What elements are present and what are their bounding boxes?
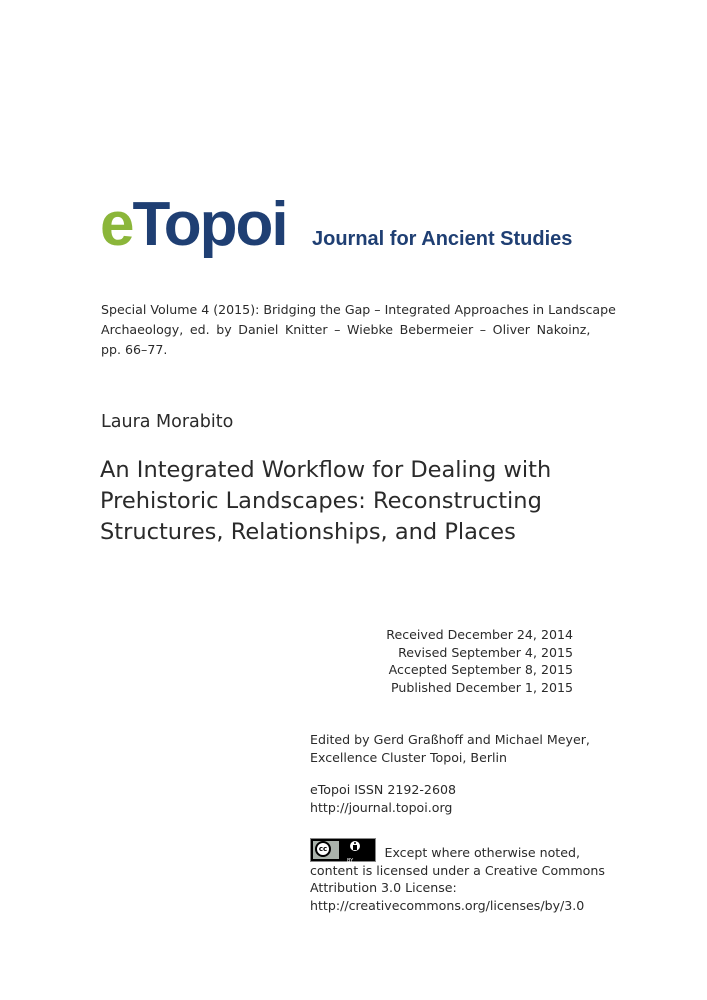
special-volume-info — [101, 300, 616, 360]
title-line: Prehistoric Landscapes: Reconstructing — [100, 488, 542, 514]
etopoi-logo — [100, 190, 287, 260]
license-line: Attribution 3.0 License: — [310, 880, 457, 895]
logo-topoi: Topoi — [132, 190, 287, 259]
license-info — [310, 833, 605, 914]
by-label: BY — [347, 857, 354, 864]
special-volume-line: pp. 66–77. — [101, 342, 168, 357]
attribution-person-icon — [349, 840, 361, 852]
published-date: Published December 1, 2015 — [390, 679, 573, 695]
journal-header — [100, 190, 580, 270]
special-volume-line: Special Volume 4 (2015): Bridging the Gap – Integrated Approaches in Landscape — [101, 302, 616, 317]
editors-line: Edited by Gerd Graßhoff and Michael Meyer, — [310, 732, 590, 747]
accepted-date: Accepted September 8, 2015 — [388, 662, 573, 677]
article-title — [100, 455, 570, 548]
logo-e: e — [100, 190, 133, 259]
journal-url[interactable]: http://journal.topoi.org — [310, 799, 453, 815]
license-line: Except where otherwise noted, — [384, 845, 580, 860]
author-name: Laura Morabito — [101, 412, 234, 432]
editors-line: Excellence Cluster Topoi, Berlin — [310, 749, 507, 765]
editors-info — [310, 731, 590, 766]
title-line: An Integrated Workflow for Dealing with — [100, 457, 552, 483]
received-date: Received December 24, 2014 — [386, 627, 573, 642]
revised-date: Revised September 4, 2015 — [398, 644, 573, 660]
issn-number: eTopoi ISSN 2192-2608 — [310, 782, 456, 797]
license-url[interactable]: http://creativecommons.org/licenses/by/3.0 — [310, 897, 585, 913]
cc-icon: cc — [315, 841, 331, 857]
cc-by-badge-icon[interactable] — [310, 838, 376, 862]
license-first-line — [310, 833, 580, 862]
special-volume-line: Archaeology, ed. by Daniel Knitter – Wiebke Bebermeier – Oliver Nakoinz, — [101, 322, 591, 337]
article-dates — [386, 626, 573, 696]
license-line: content is licensed under a Creative Commons — [310, 862, 605, 878]
journal-title: Journal for Ancient Studies — [312, 228, 573, 250]
title-line: Structures, Relationships, and Places — [100, 519, 516, 545]
issn-info — [310, 781, 580, 816]
